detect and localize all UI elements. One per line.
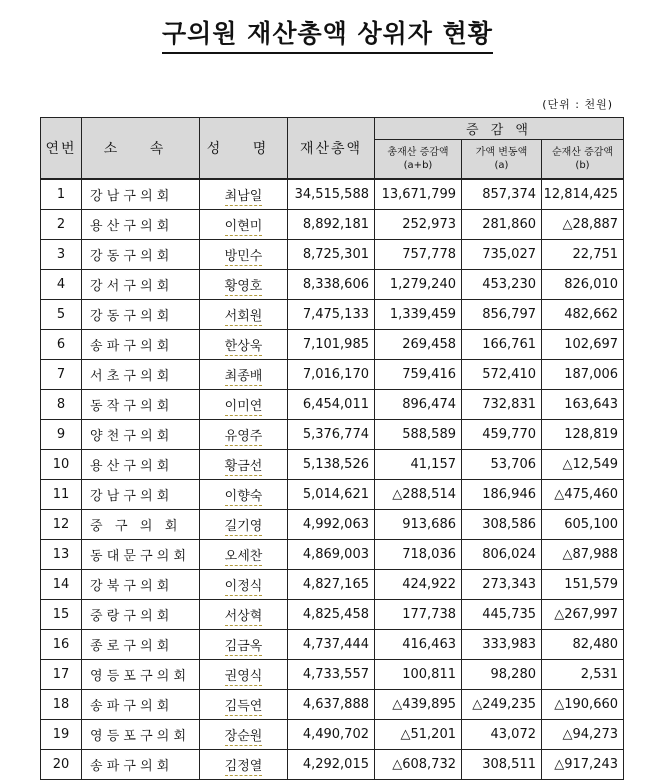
cell-net-change: 826,010 (542, 270, 624, 300)
header-net-change-label: 순재산 증감액 (551, 147, 614, 158)
cell-net-change: 151,579 (542, 570, 624, 600)
cell-org: 강 남 구 의 회 (82, 480, 200, 510)
cell-total-change: 896,474 (375, 390, 462, 420)
cell-no: 16 (41, 630, 82, 660)
member-name: 황영호 (224, 279, 263, 294)
cell-no: 19 (41, 720, 82, 750)
header-org: 소 속 (82, 118, 200, 180)
cell-org: 영 등 포 구 의 회 (82, 720, 200, 750)
cell-net-change: 102,697 (542, 330, 624, 360)
cell-name (200, 720, 288, 750)
cell-total-change: 416,463 (375, 630, 462, 660)
cell-total-change: 13,671,799 (375, 179, 462, 210)
table-row (41, 179, 624, 210)
table-row (41, 480, 624, 510)
cell-name (200, 330, 288, 360)
cell-price-change: 735,027 (462, 240, 542, 270)
cell-name (200, 210, 288, 240)
cell-name (200, 420, 288, 450)
header-net-change-sub: (b) (575, 160, 590, 171)
cell-price-change: 98,280 (462, 660, 542, 690)
cell-org: 강 동 구 의 회 (82, 300, 200, 330)
cell-net-change: 163,643 (542, 390, 624, 420)
cell-net-change: 82,480 (542, 630, 624, 660)
cell-net-change: △917,243 (542, 750, 624, 780)
cell-org: 동 대 문 구 의 회 (82, 540, 200, 570)
cell-no: 14 (41, 570, 82, 600)
cell-org: 송 파 구 의 회 (82, 690, 200, 720)
cell-price-change: 273,343 (462, 570, 542, 600)
cell-org: 강 서 구 의 회 (82, 270, 200, 300)
member-name: 유영주 (224, 429, 263, 444)
cell-price-change: 857,374 (462, 179, 542, 210)
cell-price-change: 308,586 (462, 510, 542, 540)
cell-total-change: 757,778 (375, 240, 462, 270)
cell-total: 4,737,444 (288, 630, 375, 660)
cell-net-change: 22,751 (542, 240, 624, 270)
cell-org: 강 남 구 의 회 (82, 179, 200, 210)
table-row (41, 720, 624, 750)
table-row (41, 240, 624, 270)
header-no: 연번 (41, 118, 82, 180)
table-row (41, 690, 624, 720)
header-net-change (542, 140, 624, 180)
member-name: 이현미 (224, 219, 263, 234)
cell-org: 동 작 구 의 회 (82, 390, 200, 420)
assets-table (40, 117, 624, 780)
cell-price-change: 186,946 (462, 480, 542, 510)
cell-total: 8,725,301 (288, 240, 375, 270)
cell-total: 7,101,985 (288, 330, 375, 360)
member-name: 김득연 (224, 699, 263, 714)
member-name: 이향숙 (224, 489, 263, 504)
cell-price-change: 166,761 (462, 330, 542, 360)
table-row (41, 540, 624, 570)
cell-name (200, 179, 288, 210)
cell-price-change: 445,735 (462, 600, 542, 630)
cell-total-change: 1,279,240 (375, 270, 462, 300)
cell-no: 9 (41, 420, 82, 450)
cell-name (200, 270, 288, 300)
cell-net-change: 12,814,425 (542, 179, 624, 210)
cell-total-change: 177,738 (375, 600, 462, 630)
cell-total: 6,454,011 (288, 390, 375, 420)
cell-name (200, 750, 288, 780)
cell-price-change: 459,770 (462, 420, 542, 450)
member-name: 서상혁 (224, 609, 263, 624)
table-row (41, 570, 624, 600)
table-row (41, 510, 624, 540)
cell-total-change: 913,686 (375, 510, 462, 540)
cell-total: 5,138,526 (288, 450, 375, 480)
cell-org: 용 산 구 의 회 (82, 450, 200, 480)
cell-total: 4,637,888 (288, 690, 375, 720)
cell-total-change: △608,732 (375, 750, 462, 780)
cell-total-change: 1,339,459 (375, 300, 462, 330)
cell-no: 11 (41, 480, 82, 510)
cell-name (200, 540, 288, 570)
cell-name (200, 480, 288, 510)
cell-no: 12 (41, 510, 82, 540)
cell-total-change: 252,973 (375, 210, 462, 240)
table-row (41, 300, 624, 330)
cell-net-change: △87,988 (542, 540, 624, 570)
cell-no: 17 (41, 660, 82, 690)
table-row (41, 210, 624, 240)
member-name: 이정식 (224, 579, 263, 594)
header-name: 성 명 (200, 118, 288, 180)
cell-no: 15 (41, 600, 82, 630)
cell-org: 영 등 포 구 의 회 (82, 660, 200, 690)
cell-org: 종 로 구 의 회 (82, 630, 200, 660)
cell-total-change: △51,201 (375, 720, 462, 750)
cell-price-change: 732,831 (462, 390, 542, 420)
cell-org: 송 파 구 의 회 (82, 330, 200, 360)
cell-net-change: △28,887 (542, 210, 624, 240)
table-row (41, 600, 624, 630)
cell-price-change: △249,235 (462, 690, 542, 720)
cell-total-change: 269,458 (375, 330, 462, 360)
cell-total: 7,475,133 (288, 300, 375, 330)
cell-no: 4 (41, 270, 82, 300)
member-name: 김금옥 (224, 639, 263, 654)
cell-org: 송 파 구 의 회 (82, 750, 200, 780)
cell-total: 4,992,063 (288, 510, 375, 540)
cell-total-change: 718,036 (375, 540, 462, 570)
cell-net-change: △12,549 (542, 450, 624, 480)
member-name: 이미연 (224, 399, 263, 414)
cell-net-change: △475,460 (542, 480, 624, 510)
cell-total-change: 41,157 (375, 450, 462, 480)
header-total-change (375, 140, 462, 180)
unit-note: (단위 : 천원) (542, 98, 613, 111)
cell-name (200, 630, 288, 660)
cell-org: 서 초 구 의 회 (82, 360, 200, 390)
document-title: 구의원 재산총액 상위자 현황 (162, 18, 493, 54)
cell-total: 4,825,458 (288, 600, 375, 630)
cell-total: 4,827,165 (288, 570, 375, 600)
cell-no: 20 (41, 750, 82, 780)
cell-no: 18 (41, 690, 82, 720)
cell-price-change: 453,230 (462, 270, 542, 300)
cell-no: 8 (41, 390, 82, 420)
cell-price-change: 333,983 (462, 630, 542, 660)
cell-net-change: 187,006 (542, 360, 624, 390)
cell-no: 1 (41, 179, 82, 210)
cell-name (200, 240, 288, 270)
cell-total-change: 588,589 (375, 420, 462, 450)
cell-name (200, 570, 288, 600)
cell-name (200, 390, 288, 420)
cell-name (200, 360, 288, 390)
cell-name (200, 450, 288, 480)
cell-price-change: 281,860 (462, 210, 542, 240)
cell-no: 5 (41, 300, 82, 330)
member-name: 한상욱 (224, 339, 263, 354)
member-name: 길기영 (224, 519, 263, 534)
member-name: 오세찬 (224, 549, 263, 564)
cell-name (200, 600, 288, 630)
member-name: 김정열 (224, 759, 263, 774)
cell-total-change: △288,514 (375, 480, 462, 510)
cell-price-change: 572,410 (462, 360, 542, 390)
member-name: 장순원 (224, 729, 263, 744)
cell-total-change: △439,895 (375, 690, 462, 720)
cell-org: 중 구 의 회 (82, 510, 200, 540)
header-change-group: 증 감 액 (375, 118, 624, 140)
cell-no: 6 (41, 330, 82, 360)
cell-total: 4,733,557 (288, 660, 375, 690)
cell-price-change: 53,706 (462, 450, 542, 480)
cell-total: 4,490,702 (288, 720, 375, 750)
member-name: 방민수 (224, 249, 263, 264)
member-name: 황금선 (224, 459, 263, 474)
cell-net-change: 482,662 (542, 300, 624, 330)
cell-name (200, 690, 288, 720)
cell-name (200, 300, 288, 330)
cell-total: 4,869,003 (288, 540, 375, 570)
table-row (41, 390, 624, 420)
cell-no: 7 (41, 360, 82, 390)
cell-no: 2 (41, 210, 82, 240)
header-price-change (462, 140, 542, 180)
header-total: 재산총액 (288, 118, 375, 180)
table-row (41, 660, 624, 690)
cell-org: 중 랑 구 의 회 (82, 600, 200, 630)
cell-name (200, 660, 288, 690)
cell-total: 8,892,181 (288, 210, 375, 240)
table-row (41, 270, 624, 300)
table-row (41, 630, 624, 660)
cell-total: 5,014,621 (288, 480, 375, 510)
table-row (41, 750, 624, 780)
cell-org: 용 산 구 의 회 (82, 210, 200, 240)
cell-total: 5,376,774 (288, 420, 375, 450)
cell-price-change: 856,797 (462, 300, 542, 330)
cell-total: 8,338,606 (288, 270, 375, 300)
cell-total: 4,292,015 (288, 750, 375, 780)
member-name: 최남일 (224, 189, 263, 204)
cell-net-change: 2,531 (542, 660, 624, 690)
header-total-change-sub: (a+b) (403, 160, 433, 171)
cell-price-change: 43,072 (462, 720, 542, 750)
cell-total-change: 424,922 (375, 570, 462, 600)
cell-no: 3 (41, 240, 82, 270)
cell-name (200, 510, 288, 540)
member-name: 권영식 (224, 669, 263, 684)
header-price-change-label: 가액 변동액 (475, 147, 528, 158)
cell-total-change: 759,416 (375, 360, 462, 390)
cell-org: 강 동 구 의 회 (82, 240, 200, 270)
table-row (41, 420, 624, 450)
cell-org: 강 북 구 의 회 (82, 570, 200, 600)
member-name: 최종배 (224, 369, 263, 384)
cell-total: 7,016,170 (288, 360, 375, 390)
cell-total-change: 100,811 (375, 660, 462, 690)
cell-net-change: △267,997 (542, 600, 624, 630)
table-row (41, 330, 624, 360)
table-row (41, 360, 624, 390)
cell-net-change: △190,660 (542, 690, 624, 720)
cell-total: 34,515,588 (288, 179, 375, 210)
cell-net-change: 605,100 (542, 510, 624, 540)
header-price-change-sub: (a) (494, 160, 509, 171)
cell-net-change: 128,819 (542, 420, 624, 450)
cell-no: 13 (41, 540, 82, 570)
cell-price-change: 308,511 (462, 750, 542, 780)
cell-net-change: △94,273 (542, 720, 624, 750)
header-total-change-label: 총재산 증감액 (387, 147, 449, 158)
cell-price-change: 806,024 (462, 540, 542, 570)
member-name: 서회원 (224, 309, 263, 324)
cell-no: 10 (41, 450, 82, 480)
table-row (41, 450, 624, 480)
cell-org: 양 천 구 의 회 (82, 420, 200, 450)
